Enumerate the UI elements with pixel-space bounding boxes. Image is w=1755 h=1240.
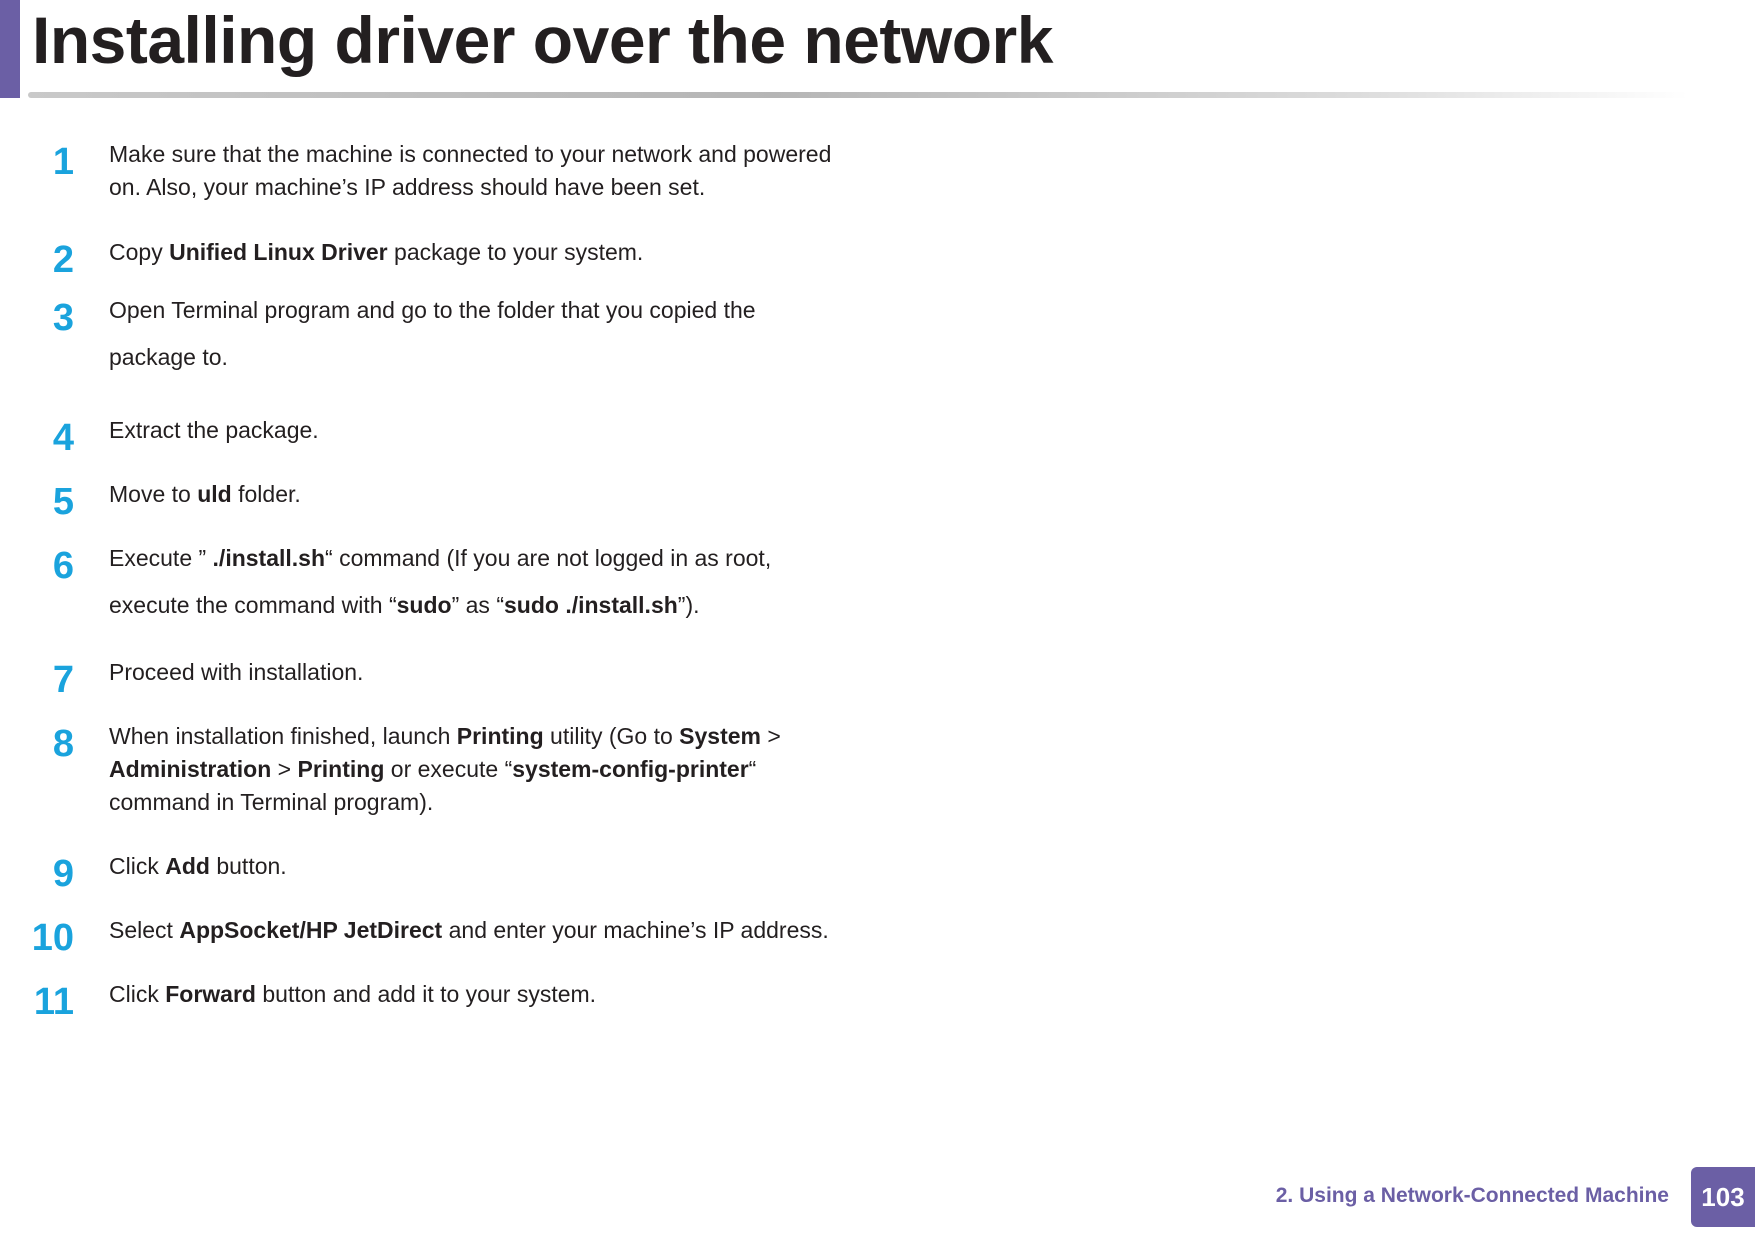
step-text-segment: Select — [109, 917, 180, 943]
step-text-segment: button and add it to your system. — [255, 981, 597, 1007]
step-number: 5 — [52, 481, 74, 523]
step-number: 7 — [52, 659, 74, 701]
step-text — [109, 720, 809, 819]
step-text-segment: Move to — [109, 481, 198, 507]
step-text-bold: sudo ./install.sh — [503, 592, 678, 618]
step-text-segment: “ command in Terminal program). — [109, 756, 757, 815]
step-text — [109, 656, 869, 689]
step-text-bold: Forward — [165, 981, 256, 1007]
step-number: 4 — [52, 417, 74, 459]
step-text — [109, 138, 849, 204]
step-text-segment: Copy — [109, 239, 170, 265]
step-text — [109, 236, 869, 269]
step-text-segment: > — [271, 756, 298, 782]
page-number-badge: 103 — [1691, 1167, 1755, 1227]
step-text-bold: Printing — [456, 723, 544, 749]
step-text-bold: Administration — [109, 756, 272, 782]
footer-chapter-title: 2. Using a Network-Connected Machine — [1275, 1184, 1669, 1207]
step-text-bold: Add — [165, 853, 210, 879]
step-text-bold: uld — [197, 481, 232, 507]
step-text-bold: AppSocket/HP JetDirect — [179, 917, 443, 943]
step-number: 10 — [31, 917, 74, 959]
step-text-bold: Unified Linux Driver — [169, 239, 388, 265]
step-text-segment: utility (Go to — [543, 723, 680, 749]
step-text-bold: ./install.sh — [212, 545, 326, 571]
step-text-bold: system-config-printer — [512, 756, 749, 782]
step-text-segment: “ command (If you are not logged in as root, execute the command with “ — [109, 545, 772, 618]
step-text-segment: When installation finished, launch — [109, 723, 457, 749]
step-text-segment: and enter your machine’s IP address. — [442, 917, 829, 943]
step-number: 1 — [52, 141, 74, 183]
step-text — [109, 287, 799, 381]
step-number: 6 — [52, 545, 74, 587]
step-text-segment: or execute “ — [384, 756, 513, 782]
step-text — [109, 414, 869, 447]
step-text-segment: > — [760, 723, 781, 749]
step-text-segment: Execute ” — [109, 545, 213, 571]
step-text-bold: Printing — [297, 756, 385, 782]
step-number: 9 — [52, 853, 74, 895]
header-accent-bar — [0, 0, 20, 98]
step-text-segment: ”). — [677, 592, 700, 618]
title-divider — [28, 92, 1688, 98]
step-text-segment: Make sure that the machine is connected to your network and powered on. Also, your machine’s IP address should have been set. — [109, 141, 832, 200]
step-text-segment: button. — [209, 853, 287, 879]
step-text-bold: System — [679, 723, 761, 749]
step-text — [109, 914, 869, 947]
step-text — [109, 535, 809, 629]
step-number: 2 — [52, 239, 74, 281]
step-number: 3 — [52, 297, 74, 339]
step-text-segment: ” as “ — [451, 592, 504, 618]
step-number: 11 — [33, 981, 74, 1023]
step-text-segment: Click — [109, 853, 166, 879]
step-text-segment: Extract the package. — [109, 417, 319, 443]
step-text — [109, 478, 869, 511]
step-text — [109, 850, 869, 883]
step-text-segment: Proceed with installation. — [109, 659, 364, 685]
step-text-segment: Click — [109, 981, 166, 1007]
step-text — [109, 978, 869, 1011]
step-text-segment: Open Terminal program and go to the folder that you copied the package to. — [109, 297, 756, 370]
step-text-bold: sudo — [396, 592, 452, 618]
step-text-segment: folder. — [231, 481, 301, 507]
step-text-segment: package to your system. — [387, 239, 644, 265]
page-title: Installing driver over the network — [32, 3, 1053, 77]
step-number: 8 — [52, 723, 74, 765]
